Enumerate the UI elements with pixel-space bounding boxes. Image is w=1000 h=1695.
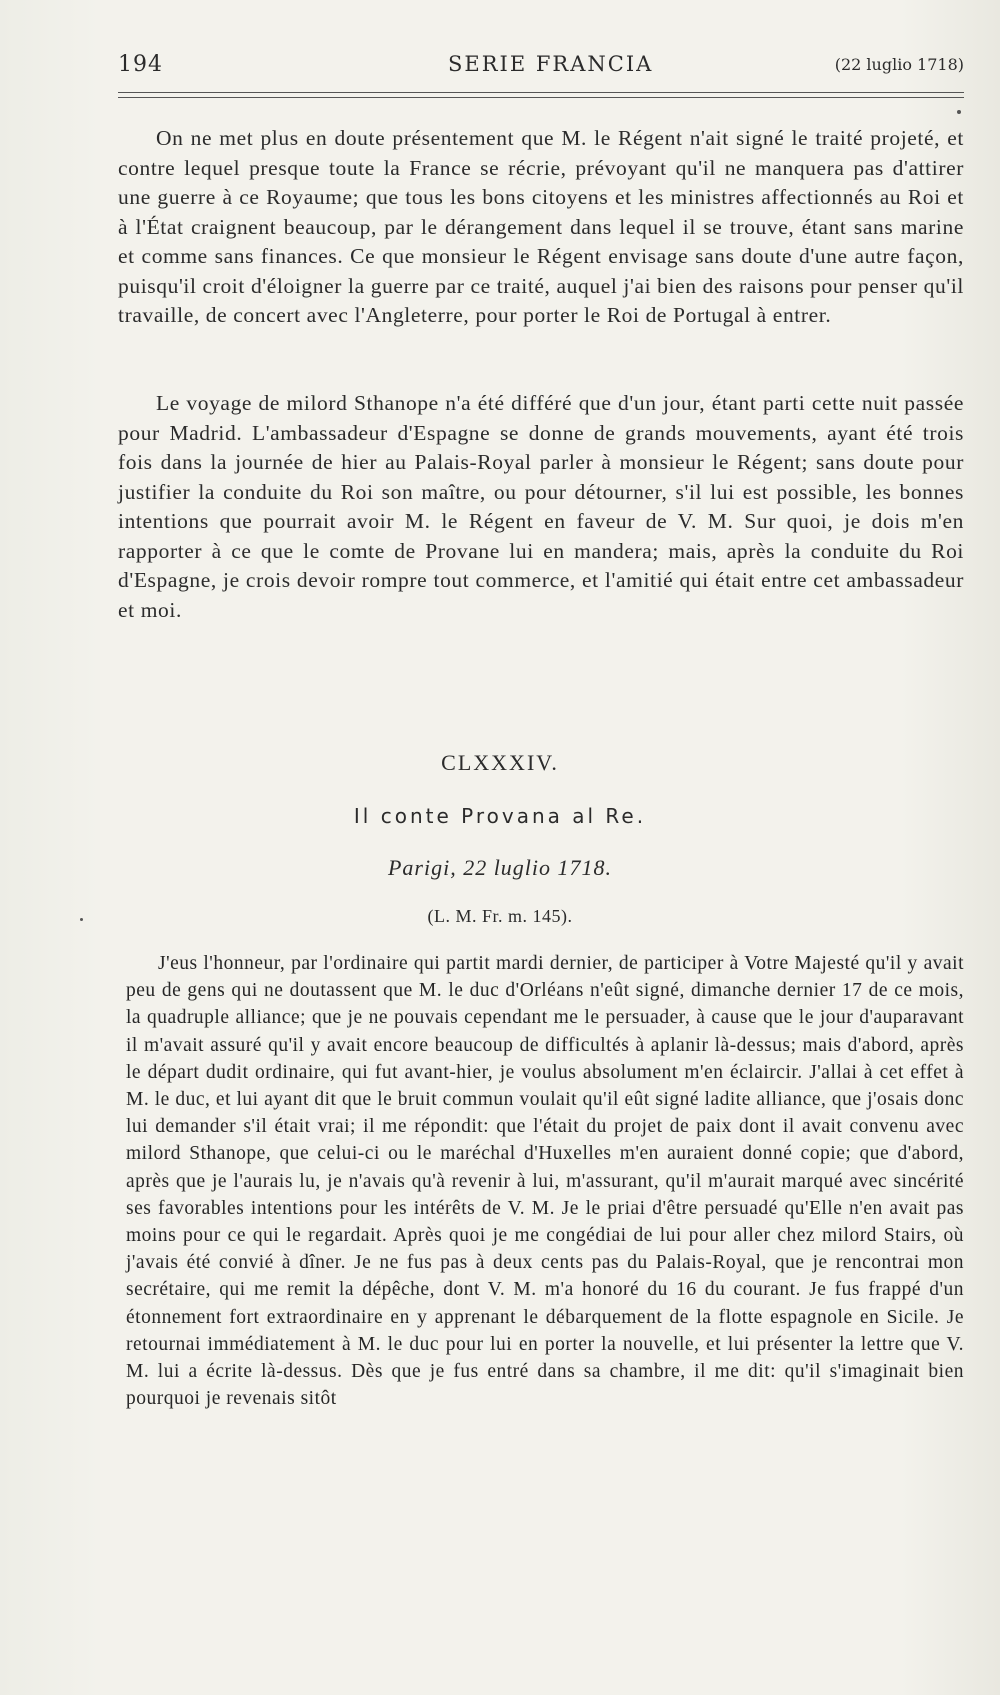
running-header bbox=[118, 52, 964, 86]
letter-body: J'eus l'honneur, par l'ordinaire qui partit mardi dernier, de participer à Votre Majesté qu'il y avait peu de gens qui ne doutassent que M. le duc d'Orléans n'eût signé, dimanche dernier 17 de ce mois, la quadruple alliance; que je ne pouvais cependant me le persuader, à cause que le jour d'auparavant il m'avait assuré qu'il y avait encore beaucoup de difficultés à aplanir là-dessus; mais d'abord, après le départ dudit ordinaire, qui fut avant-hier, je voulus absolument m'en éclaircir. J'allai à cet effet à M. le duc, et lui ayant dit que le bruit commun voulait qu'il eût signé ladite alliance, que j'osais donc lui demander s'il était vrai; il me répondit: que l'était du projet de paix dont il avait convenu avec milord Sthanope, que celui-ci ou le maréchal d'Huxelles m'en auraient donné copie; que d'abord, après que je l'aurais lu, je n'avais qu'à revenir à lui, m'assurant, qu'il m'aurait marqué avec sincérité ses favorables intentions pour les intérêts de V. M. Je le priai d'être persuadé qu'Elle n'en avait pas moins pour ce qui le regardait. Après quoi je me congédiai de lui pour aller chez milord Stairs, où j'avais été convié à dîner. Je ne fus pas à deux cents pas du Palais-Royal, que je rencontrai mon secrétaire, qui me remit la dépêche, dont V. M. m'a honoré du 16 du courant. Je fus frappé d'un étonnement fort extraordinaire en y apprenant le débarquement de la flotte espagnole en Sicile. Je retournai immédiatement à M. le duc pour lui en porter la nouvelle, et lui présenter la lettre que V. M. lui a écrite là-dessus. Dès que je fus entré dans sa chambre, il me dit: qu'il s'imaginait bien pourquoi je revenais sitôt bbox=[126, 953, 964, 1410]
document-number: CLXXXIV. bbox=[441, 750, 559, 775]
paragraph-1: On ne met plus en doute présentement que M. le Régent n'ait signé le traité projeté, et contre lequel presque toute la France se récrie, prévoyant qu'il ne manquera pas d'attirer une guerre à ce Royaume; que tous les bons citoyens et les ministres affectionnés au Roi et à l'État craignent beaucoup, par le dérangement dans lequel il se trouve, étant sans marine et comme sans finances. Ce que monsieur le Régent envisage sans doute d'une autre façon, puisqu'il croit d'éloigner la guerre par ce traité, auquel j'ai bien des raisons pour penser qu'il travaille, de concert avec l'Angleterre, pour porter le Roi de Portugal à entrer. bbox=[118, 126, 964, 327]
running-date: (22 luglio 1718) bbox=[834, 55, 964, 74]
running-title: SERIE FRANCIA bbox=[448, 52, 654, 76]
archive-reference: (L. M. Fr. m. 145). bbox=[427, 906, 573, 926]
print-speck bbox=[80, 918, 83, 921]
paragraph-2: Le voyage de milord Sthanope n'a été différé que d'un jour, étant parti cette nuit passée pour Madrid. L'ambassadeur d'Espagne se donne de grands mouvements, ayant été trois fois dans la journée de hier au Palais-Royal parler à monsieur le Régent; sans doute pour justifier la conduite du Roi son maître, ou pour détourner, s'il lui est possible, les bonnes intentions que pourrait avoir M. le Régent en faveur de V. M. Sur quoi, je dois m'en rapporter à ce que le comte de Provane lui en mandera; mais, après la conduite du Roi d'Espagne, je crois devoir rompre tout commerce, et l'amitié qui était entre cet ambassadeur et moi. bbox=[118, 391, 964, 622]
header-rule-bottom bbox=[118, 97, 964, 98]
print-speck bbox=[957, 110, 961, 114]
document-place-date: Parigi, 22 luglio 1718. bbox=[387, 855, 613, 880]
header-rule-top bbox=[118, 92, 964, 93]
document-title: Il conte Provana al Re. bbox=[353, 804, 647, 828]
page-number: 194 bbox=[118, 52, 163, 77]
